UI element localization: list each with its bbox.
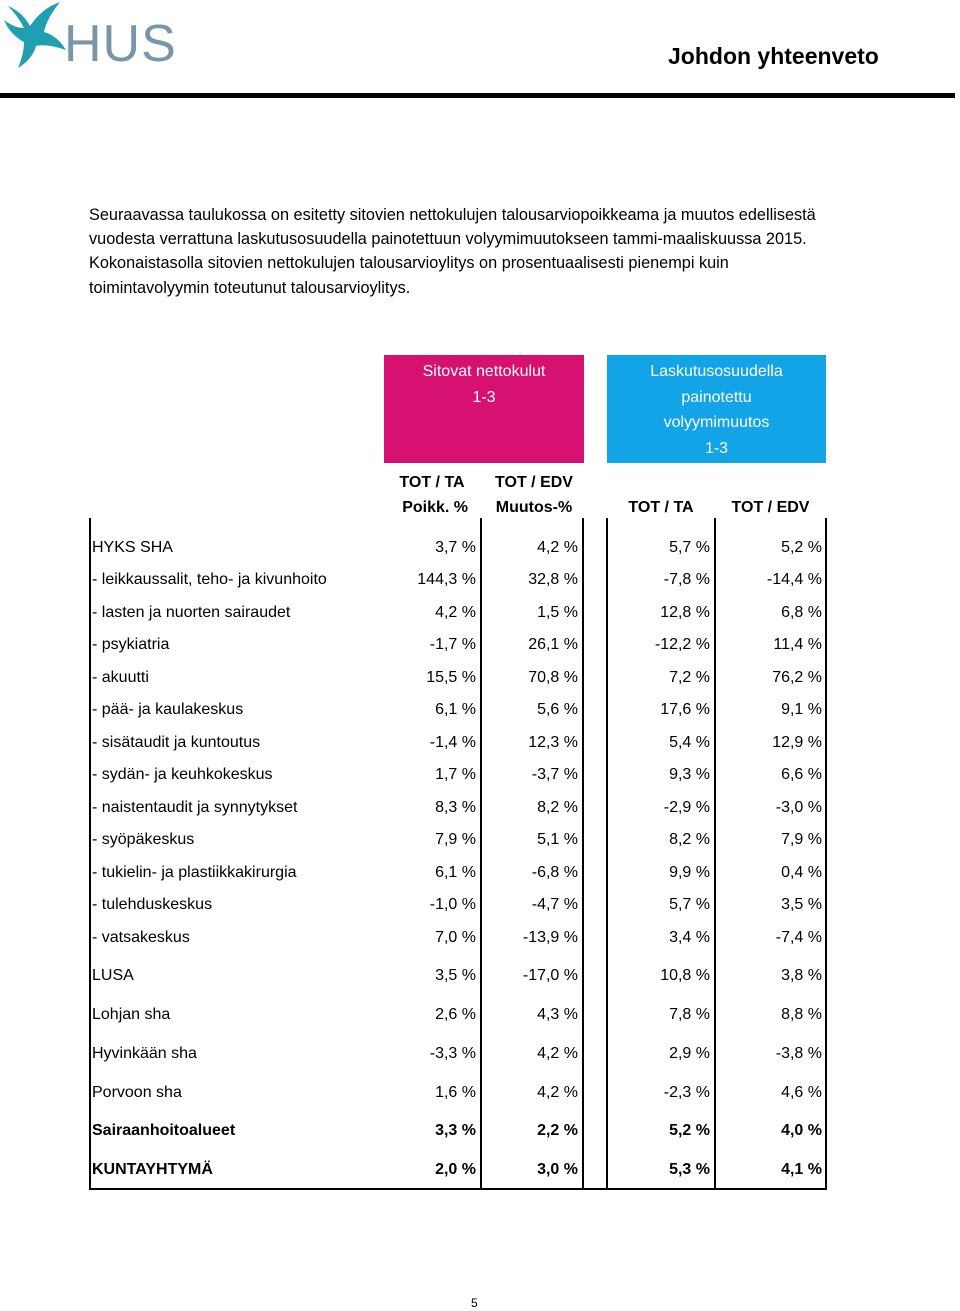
intro-line: toimintavolyymin toteutunut talousarvioylitys. xyxy=(89,278,411,297)
cell-c2: 26,1 % xyxy=(528,636,578,653)
table-row xyxy=(89,1159,827,1181)
logo-text: HUS xyxy=(64,15,177,73)
cell-c2: 70,8 % xyxy=(528,669,578,686)
cell-c2: 12,3 % xyxy=(528,734,578,751)
cell-c4: -14,4 % xyxy=(766,571,822,588)
row-label: Lohjan sha xyxy=(92,1006,171,1023)
cell-c4: 6,6 % xyxy=(781,766,822,783)
table-row xyxy=(89,1043,827,1065)
cell-c3: 12,8 % xyxy=(660,604,710,621)
group-header-line: 1-3 xyxy=(704,439,729,457)
table-row xyxy=(89,965,827,987)
table-row xyxy=(89,667,827,689)
table-row xyxy=(89,699,827,721)
col-header-c2-bottom: Muutos-% xyxy=(495,499,573,516)
row-label: - syöpäkeskus xyxy=(92,831,195,848)
cell-c4: -3,8 % xyxy=(775,1045,822,1062)
cell-c1: -1,7 % xyxy=(429,636,476,653)
cell-c2: 3,0 % xyxy=(537,1161,578,1178)
cell-c3: 8,2 % xyxy=(669,831,710,848)
table-border-bottom xyxy=(89,1188,827,1190)
cell-c2: 2,2 % xyxy=(537,1122,578,1139)
cell-c1: 2,6 % xyxy=(435,1006,476,1023)
cell-c3: -2,3 % xyxy=(663,1084,710,1101)
col-header-c1-top: TOT / TA xyxy=(399,474,465,491)
cell-c4: 0,4 % xyxy=(781,864,822,881)
group-header-line: painotettu xyxy=(681,388,752,406)
data-table xyxy=(89,518,827,1190)
cell-c1: 2,0 % xyxy=(435,1161,476,1178)
cell-c1: 3,3 % xyxy=(435,1122,476,1139)
cell-c4: 4,0 % xyxy=(781,1122,822,1139)
table-row xyxy=(89,764,827,786)
cell-c2: 8,2 % xyxy=(537,799,578,816)
cell-c4: 76,2 % xyxy=(772,669,822,686)
col-header-c2-top: TOT / EDV xyxy=(495,474,573,491)
cell-c3: 5,7 % xyxy=(669,539,710,556)
cell-c4: 7,9 % xyxy=(781,831,822,848)
row-label: - vatsakeskus xyxy=(92,929,190,946)
cell-c1: 3,5 % xyxy=(435,967,476,984)
cell-c4: 3,8 % xyxy=(781,967,822,984)
row-label: KUNTAYHTYMÄ xyxy=(92,1161,213,1178)
group-header-volyymi xyxy=(607,355,826,463)
cell-c3: 7,8 % xyxy=(669,1006,710,1023)
row-label: HYKS SHA xyxy=(92,539,173,556)
cell-c1: 15,5 % xyxy=(426,669,476,686)
cell-c1: 3,7 % xyxy=(435,539,476,556)
cell-c3: 10,8 % xyxy=(660,967,710,984)
hus-logo xyxy=(0,0,190,80)
cell-c3: -7,8 % xyxy=(663,571,710,588)
cell-c2: 4,2 % xyxy=(537,1084,578,1101)
col-header-c1-bottom: Poikk. % xyxy=(402,499,468,516)
cell-c2: 1,5 % xyxy=(537,604,578,621)
cell-c3: -12,2 % xyxy=(654,636,710,653)
table-row xyxy=(89,1120,827,1142)
group-header-line: Sitovat nettokulut xyxy=(422,363,546,380)
table-row xyxy=(89,1082,827,1104)
cell-c3: 5,7 % xyxy=(669,896,710,913)
cell-c4: -3,0 % xyxy=(775,799,822,816)
cell-c4: 9,1 % xyxy=(781,701,822,718)
cell-c2: 5,6 % xyxy=(537,701,578,718)
intro-line: Kokonaistasolla sitovien nettokulujen talousarvioylitys on prosentuaalisesti pienempi kuin xyxy=(89,254,729,273)
table-row xyxy=(89,537,827,559)
table-row xyxy=(89,732,827,754)
hus-cross-icon xyxy=(0,0,70,70)
cell-c3: 3,4 % xyxy=(669,929,710,946)
row-label: - akuutti xyxy=(92,669,149,686)
cell-c3: 7,2 % xyxy=(669,669,710,686)
cell-c1: 8,3 % xyxy=(435,799,476,816)
row-label: - lasten ja nuorten sairaudet xyxy=(92,604,291,621)
cell-c1: 144,3 % xyxy=(417,571,476,588)
cell-c4: 11,4 % xyxy=(773,636,822,653)
group-header-line: Laskutusosuudella xyxy=(650,363,783,380)
cell-c1: -1,0 % xyxy=(429,896,476,913)
cell-c4: 4,6 % xyxy=(781,1084,822,1101)
page-title: Johdon yhteenveto xyxy=(668,43,879,69)
intro-paragraph xyxy=(89,203,929,300)
cell-c3: -2,9 % xyxy=(663,799,710,816)
cell-c1: 6,1 % xyxy=(435,701,476,718)
header-rule xyxy=(0,93,955,98)
group-header-sitovat xyxy=(384,355,584,463)
row-label: LUSA xyxy=(92,967,134,984)
row-label: - sydän- ja keuhkokeskus xyxy=(92,766,273,783)
table-row xyxy=(89,634,827,656)
cell-c3: 9,9 % xyxy=(669,864,710,881)
cell-c4: 5,2 % xyxy=(781,539,822,556)
cell-c4: 3,5 % xyxy=(781,896,822,913)
table-row xyxy=(89,829,827,851)
cell-c1: 6,1 % xyxy=(435,864,476,881)
cell-c2: 4,2 % xyxy=(537,1045,578,1062)
cell-c4: 4,1 % xyxy=(781,1161,822,1178)
row-label: - tulehduskeskus xyxy=(92,896,213,913)
cell-c3: 5,2 % xyxy=(669,1122,710,1139)
cell-c4: 6,8 % xyxy=(781,604,822,621)
row-label: Porvoon sha xyxy=(92,1084,182,1101)
table-row xyxy=(89,894,827,916)
cell-c2: -6,8 % xyxy=(531,864,578,881)
cell-c2: 4,2 % xyxy=(537,539,578,556)
cell-c4: -7,4 % xyxy=(775,929,822,946)
row-label: - tukielin- ja plastiikkakirurgia xyxy=(92,864,297,881)
cell-c1: 1,6 % xyxy=(435,1084,476,1101)
row-label: - psykiatria xyxy=(92,636,170,653)
col-header-c3: TOT / TA xyxy=(628,499,694,516)
table-row xyxy=(89,862,827,884)
cell-c1: -3,3 % xyxy=(429,1045,476,1062)
cell-c3: 2,9 % xyxy=(669,1045,710,1062)
cell-c3: 5,3 % xyxy=(669,1161,710,1178)
intro-line: Seuraavassa taulukossa on esitetty sitovien nettokulujen talousarviopoikkeama ja muutos edellisestä xyxy=(89,206,816,224)
cell-c3: 5,4 % xyxy=(669,734,710,751)
cell-c2: -17,0 % xyxy=(522,967,578,984)
cell-c4: 8,8 % xyxy=(781,1006,822,1023)
col-header-c4: TOT / EDV xyxy=(731,499,810,516)
cell-c1: -1,4 % xyxy=(429,734,476,751)
row-label: Sairaanhoitoalueet xyxy=(92,1122,236,1139)
row-label: Hyvinkään sha xyxy=(92,1045,197,1062)
cell-c2: -13,9 % xyxy=(522,929,578,946)
intro-line: vuodesta verrattuna laskutusosuudella painotettuun volyymimuutokseen tammi-maaliskuussa 2015. xyxy=(89,230,807,249)
table-row xyxy=(89,797,827,819)
cell-c1: 7,0 % xyxy=(435,929,476,946)
page-number: 5 xyxy=(471,1296,478,1310)
cell-c4: 12,9 % xyxy=(772,734,822,751)
row-label: - naistentaudit ja synnytykset xyxy=(92,799,298,816)
row-label: - sisätaudit ja kuntoutus xyxy=(92,734,261,751)
table-row xyxy=(89,927,827,949)
cell-c1: 7,9 % xyxy=(435,831,476,848)
cell-c2: 32,8 % xyxy=(528,571,578,588)
table-row xyxy=(89,602,827,624)
cell-c1: 4,2 % xyxy=(435,604,476,621)
cell-c2: -4,7 % xyxy=(531,896,578,913)
row-label: - leikkaussalit, teho- ja kivunhoito xyxy=(92,571,327,588)
table-row xyxy=(89,1004,827,1026)
group-header-line: 1-3 xyxy=(472,388,496,406)
group-header-line: volyymimuutos xyxy=(663,414,770,431)
cell-c3: 17,6 % xyxy=(660,701,710,718)
table-row xyxy=(89,569,827,591)
row-label: - pää- ja kaulakeskus xyxy=(92,701,244,718)
cell-c1: 1,7 % xyxy=(435,766,476,783)
cell-c2: 5,1 % xyxy=(537,831,578,848)
cell-c3: 9,3 % xyxy=(669,766,710,783)
cell-c2: -3,7 % xyxy=(531,766,578,783)
cell-c2: 4,3 % xyxy=(537,1006,578,1023)
